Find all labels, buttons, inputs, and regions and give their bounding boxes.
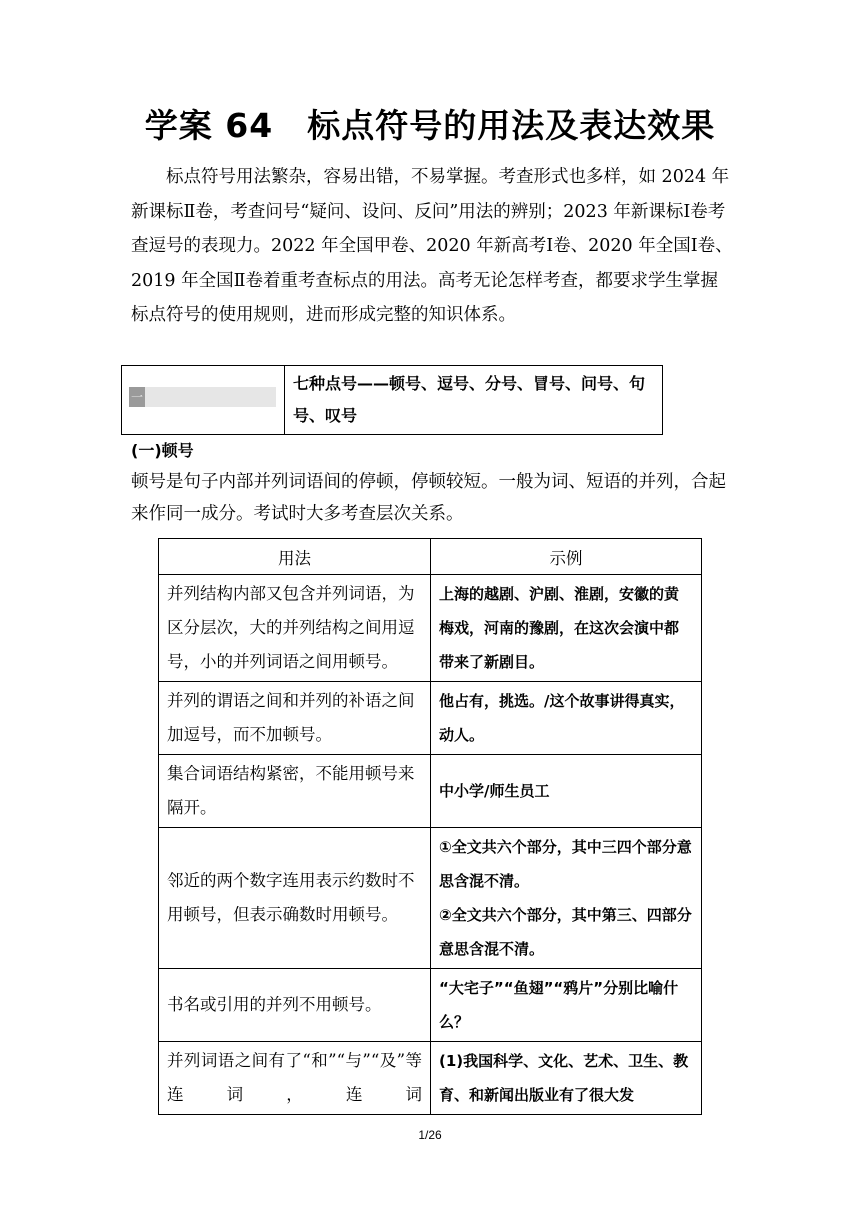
table-row	[159, 682, 702, 755]
table-row	[159, 1042, 702, 1115]
usage-cell: 并列结构内部又包含并列词语，为区分层次，大的并列结构之间用逗号，小的并列词语之间用顿号。	[159, 575, 431, 682]
table-row	[159, 969, 702, 1042]
table-header-row	[159, 539, 702, 575]
page-title: 学案 64 标点符号的用法及表达效果	[144, 106, 716, 145]
usage-cell: 并列词语之间有了“和”“与”“及”等连词，连词	[159, 1042, 431, 1115]
subsection-paragraph: 顿号是句子内部并列词语间的停顿，停顿较短。一般为词、短语的并列，合起来作同一成分。考试时大多考查层次关系。	[131, 472, 726, 524]
section-bar	[129, 387, 276, 407]
section-header-box	[121, 365, 663, 435]
usage-cell: 邻近的两个数字连用表示约数时不用顿号，但表示确数时用顿号。	[159, 828, 431, 969]
usage-cell: 并列的谓语之间和并列的补语之间加逗号，而不加顿号。	[159, 682, 431, 755]
example-cell: (1)我国科学、文化、艺术、卫生、教育、和新闻出版业有了很大发	[431, 1042, 702, 1115]
page-number: 1/26	[418, 1128, 442, 1142]
usage-cell: 书名或引用的并列不用顿号。	[159, 969, 431, 1042]
table-row	[159, 575, 702, 682]
example-cell	[431, 828, 702, 969]
subsection-title: (一)顿号	[131, 441, 194, 460]
intro-paragraph: 标点符号用法繁杂，容易出错，不易掌握。考查形式也多样，如 2024 年新课标Ⅱ卷，考查问号“疑问、设问、反问”用法的辨别；2023 年新课标Ⅰ卷考查逗号的表现力。2022 年全国甲卷、2020 年新高考Ⅰ卷、2020 年全国Ⅰ卷、2019 年全国Ⅱ卷着重考查标点的用法。高考无论怎样考查，都要求学生掌握标点符号的使用规则，进而形成完整的知识体系。	[131, 167, 733, 325]
table-header-example: 示例	[431, 539, 702, 575]
section-title: 七种点号——顿号、逗号、分号、冒号、问号、句号、叹号	[293, 374, 646, 425]
example-line-2: ②全文共六个部分，其中第三、四部分意思含混不清。	[439, 906, 692, 958]
table-row	[159, 828, 702, 969]
table-header-usage: 用法	[159, 539, 431, 575]
section-number: 一	[129, 387, 145, 407]
usage-table	[158, 538, 702, 1115]
usage-cell: 集合词语结构紧密，不能用顿号来隔开。	[159, 755, 431, 828]
example-cell: 上海的越剧、沪剧、淮剧，安徽的黄梅戏，河南的豫剧，在这次会演中都带来了新剧目。	[431, 575, 702, 682]
table-row	[159, 755, 702, 828]
example-line-1: ①全文共六个部分，其中三四个部分意思含混不清。	[439, 838, 692, 890]
example-cell: 他占有，挑选。/这个故事讲得真实，动人。	[431, 682, 702, 755]
example-cell: 中小学/师生员工	[431, 755, 702, 828]
section-number-cell	[122, 366, 285, 434]
example-cell: “大宅子”“鱼翅”“鸦片”分别比喻什么？	[431, 969, 702, 1042]
